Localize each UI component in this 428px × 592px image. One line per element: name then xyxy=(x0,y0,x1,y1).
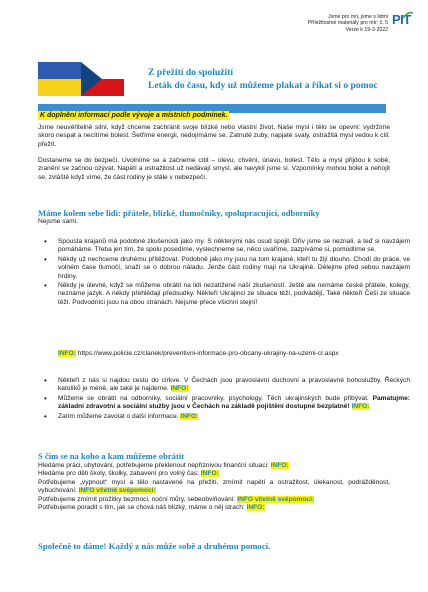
section-2-lines xyxy=(38,462,390,512)
info-label: INFO: xyxy=(351,403,370,411)
paragraph-1: Jsme neuvěřitelně silní, když chceme zachránit svoje blízké nebo vlastní život. Naše mysl i tělo se opevní: vydržíme skoro nespat a necítíme bolest. Šetříme energii, nedojímáme se. Zatnuté zuby, napjaté svaly, ostražitá mysl vedou k cíli: přežít. xyxy=(38,124,390,148)
title-line-2: Leták do času, kdy už můžeme plakat a říkat si o pomoc xyxy=(148,79,378,91)
header-line-1: Jsme pro mír, jsme s lidmi xyxy=(328,14,388,20)
list-item-emphasis: Pamatujme: základní zdravotní a sociální služby jsou v Čechách na základě pojištění dostupné bezplatně! xyxy=(58,394,410,411)
notice-banner xyxy=(38,104,386,119)
info-label: INFO včetně svépomoci: xyxy=(237,495,315,503)
resource-line xyxy=(38,496,390,504)
list-item xyxy=(58,413,410,421)
section-1-heading: Máme kolem sebe lidi: přátele, blízké, tlumočníky, spolupracující, odborníky xyxy=(38,208,320,218)
flags xyxy=(38,62,124,96)
logo-swoosh-icon xyxy=(402,11,414,19)
list-item-text: Můžeme se obrátit na odborníky, sociální pracovníky, psychology. Těch ukrajinských bude přibývat. xyxy=(58,394,369,402)
header-line-2: Příležitostné materiály pro mír: č. 5 xyxy=(307,20,388,27)
pit-logo xyxy=(392,12,414,28)
header-info xyxy=(308,14,388,33)
list-item: • Někdy už nechceme druhému přítěžovat. Podobně jako my jsou na tom krajané, kteří tu žijí dlouho. Chodí do práce, ve volném čase tlumočí, snaží se o dobrou náladu. Jenže část rodiny mají na Ukrajině. Dělejme před sebou navzájem hrdiny. xyxy=(58,256,410,281)
list-item: • Spousta krajanů má podobné zkušenosti jako my. S některými nás osud spojil. Dřív jsme se neznali, a teď si navzájem pomáháme. Třeba jen tím, že spolu posedíme, vyslechneme se, něco uvaříme, zazpíváme si, pomodlíme se. xyxy=(58,238,410,255)
notice-text: K doplnění informací podle vývoje a místních podmínek. xyxy=(40,112,228,119)
resource-line xyxy=(38,479,390,496)
ukraine-flag-blue xyxy=(38,62,81,79)
section-2-heading: S čím se na koho a kam můžeme obrátit xyxy=(38,451,185,461)
resource-line-text: Potřebujeme „vypnout“ mysl a tělo nastavené na přežití, zmírnit napětí a ostražitost, úlekanost, podrážděnost, vybuchování: xyxy=(38,478,390,495)
closing-slogan: Společně to dáme! Každý z nás může sobě a druhému pomoci. xyxy=(38,541,271,551)
info-label: INFO: xyxy=(170,385,189,393)
document-title xyxy=(148,67,408,92)
info-label: INFO: xyxy=(180,412,199,420)
list-item xyxy=(58,377,410,394)
resource-line xyxy=(38,470,390,478)
resource-line-text: Potřebujeme poradit s tím, jak se chová náš blízký, máme o něj strach: xyxy=(38,504,245,512)
info-label: INFO: xyxy=(246,504,265,512)
info-label: INFO: xyxy=(58,350,76,357)
resource-line xyxy=(38,462,390,470)
czech-flag-icon xyxy=(81,62,124,96)
info-label: INFO včetně svépomoci: xyxy=(78,487,156,495)
info-label: INFO: xyxy=(200,470,219,478)
section-1-list-2 xyxy=(38,377,410,422)
ukraine-flag-yellow xyxy=(38,79,81,96)
header-line-3: Verze k 19-3-2022 xyxy=(345,26,388,33)
resource-line-text: Hledáme pro děti školy, školky, zabavení pro volný čas: xyxy=(38,470,200,478)
resource-line-text: Potřebujeme zmírnit prožitky bezmoci, noční můry, sebeobviňování: xyxy=(38,495,236,503)
title-line-1: Z přežití do spolužití xyxy=(148,67,234,78)
list-item-text: Zatím můžeme zavolat o další informace. xyxy=(58,412,179,420)
police-info xyxy=(58,350,388,358)
list-item-text: Někteří z nás si najdou cestu do církve. V Čechách jsou pravoslavní duchovní a pravoslavné bohoslužby. Řeckých katolíků je méně, ale také je najdeme. xyxy=(58,377,410,393)
police-info-url[interactable]: https://www.policie.cz/clanek/preventivni-informace-pro-obcany-ukrajiny-na-uzemi-cr.aspx xyxy=(77,350,339,357)
resource-line-text: Hledáme práci, ubytování, potřebujeme překlenout nepříznivou finanční situaci: xyxy=(38,462,269,469)
resource-line xyxy=(38,504,390,512)
list-item xyxy=(58,395,410,412)
section-1-list xyxy=(38,238,410,308)
paragraph-2: Dostaneme se do bezpečí. Uvolníme se a začneme cítit – úlevu, chvění, únavu, bolest. Tělo a mysl přijdou k sobě, zranění se začnou ozývat. Napětí a ostražitost už nedávají smysl, ale navyklí jsme si. Vzpomínky mohou bolet a nehojit se, zvláště když víme, že část rodiny je stále v nebezpečí. xyxy=(38,157,390,181)
section-1-intro: Nejsme sami. xyxy=(38,218,78,225)
list-item: • Někdy je úlevné, když se můžeme obrátit na lidi nezatížené naší zkušeností. Ještě ale nemáme české přátele, kolegy, neznáme jazyk. A někdy přehlédají předsudky. Někteří Ukrajinci ze situace těží, podvádějí. Také někteří Češi ze situace těží. Podvodníci jsou na obou stranách. Nejsme přece všichni stejní! xyxy=(58,282,410,307)
info-label: INFO: xyxy=(270,462,289,469)
logo-text: PIT xyxy=(392,12,411,27)
